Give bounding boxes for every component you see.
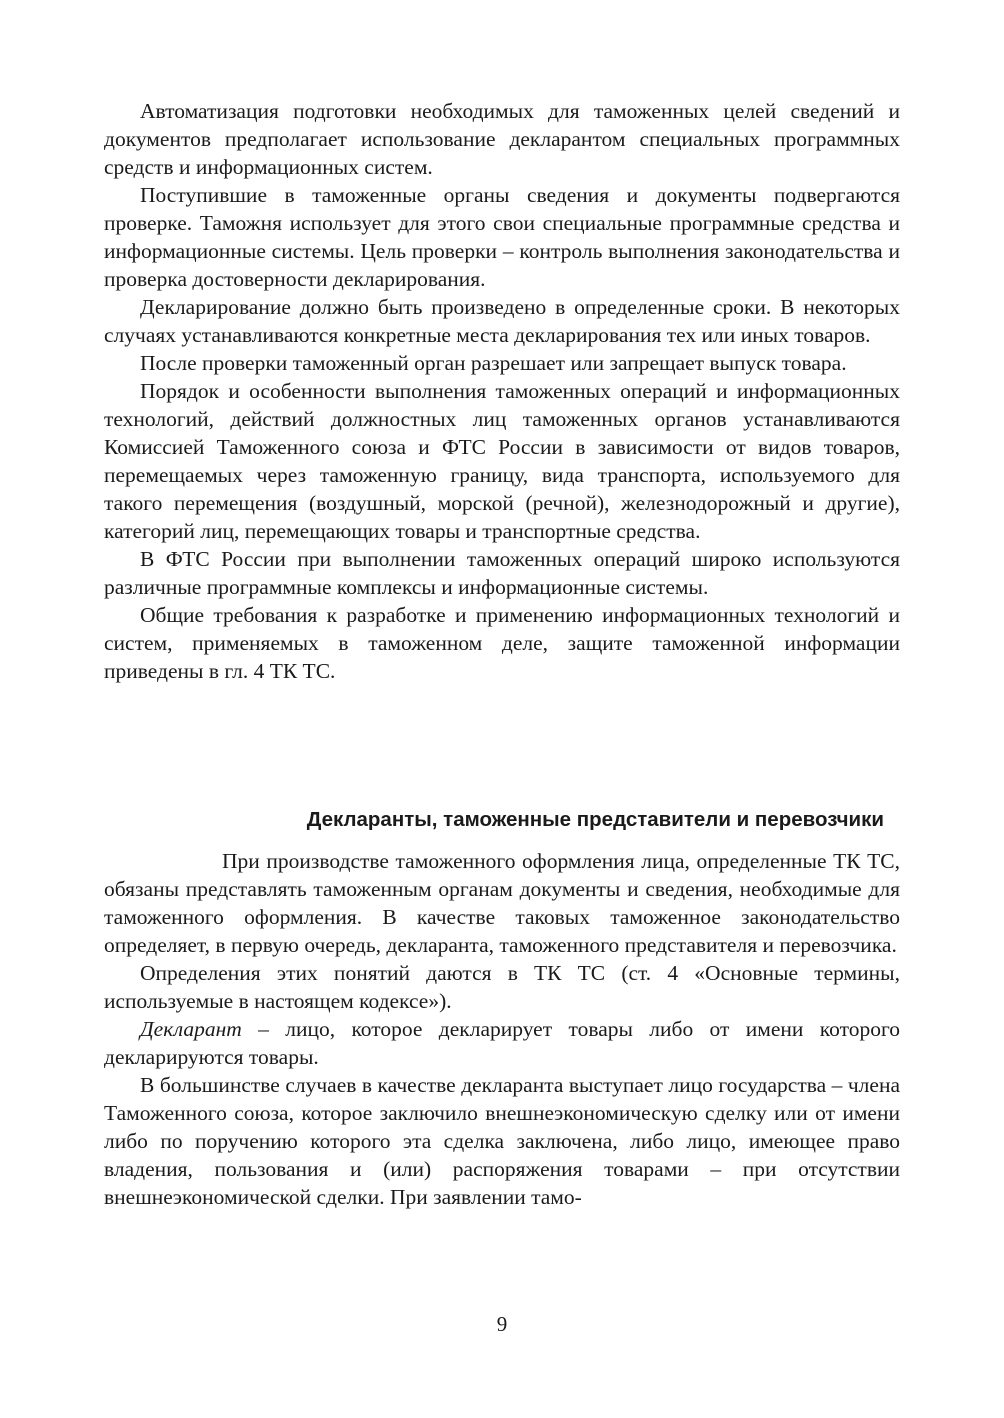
section-heading: Декларанты, таможенные представители и перевозчики — [306, 808, 884, 831]
paragraph-procedure: Порядок и особенности выполнения таможенных операций и информационных технологий, действий должностных лиц таможенных органов устанавливаются Комиссией Таможенного союза и ФТС России в зависимости от видов товаров, перемещаемых через таможенную границу, вида транспорта, используемого для такого перемещения (воздушный, морской (речной), железнодорожный и другие), категорий лиц, перемещающих товары и транспортные средства. — [104, 379, 900, 543]
paragraph-general-requirements: Общие требования к разработке и применению информационных технологий и систем, применяемых в таможенном деле, защите таможенной информации приведены в гл. 4 ТК ТС. — [104, 603, 900, 683]
paragraph-fts-systems: В ФТС России при выполнении таможенных операций широко используются различные программные комплексы и информационные системы. — [104, 547, 900, 599]
paragraph-declarant-definition — [104, 1015, 900, 1071]
term-declarant: Декларант — [140, 1017, 242, 1041]
declarant-definition-text: – лицо, которое декларирует товары либо от имени которого декларируются товары. — [104, 1017, 900, 1069]
section-text-block — [104, 847, 900, 1211]
page-number: 9 — [496, 1312, 508, 1336]
paragraph-obligations: При производстве таможенного оформления лица, определенные ТК ТС, обязаны представлять таможенным органам документы и сведения, необходимые для таможенного оформления. В качестве таковых таможенное законодательство определяет, в первую очередь, декларанта, таможенного представителя и перевозчика. — [104, 849, 900, 957]
paragraph-verification: Поступившие в таможенные органы сведения и документы подвергаются проверке. Таможня использует для этого свои специальные программные средства и информационные системы. Цель проверки – контроль выполнения законодательства и проверка достоверности декларирования. — [104, 183, 900, 291]
paragraph-declaration-terms: Декларирование должно быть произведено в определенные сроки. В некоторых случаях устанавливаются конкретные места декларирования тех или иных товаров. — [104, 295, 900, 347]
paragraph-definitions: Определения этих понятий даются в ТК ТС (ст. 4 «Основные термины, используемые в настоящем кодексе»). — [104, 961, 900, 1013]
paragraph-declarant-cases: В большинстве случаев в качестве декларанта выступает лицо государства – члена Таможенного союза, которое заключило внешнеэкономическую сделку или от имени либо по поручению которого эта сделка заключена, либо лицо, имеющее право владения, пользования и (или) распоряжения товарами – при отсутствии внешнеэкономической сделки. При заявлении тамо- — [104, 1073, 900, 1209]
paragraph-release: После проверки таможенный орган разрешает или запрещает выпуск товара. — [140, 351, 847, 375]
intro-text-block — [104, 97, 900, 685]
paragraph-automation: Автоматизация подготовки необходимых для таможенных целей сведений и документов предполагает использование декларантом специальных программных средств и информационных систем. — [104, 99, 900, 179]
